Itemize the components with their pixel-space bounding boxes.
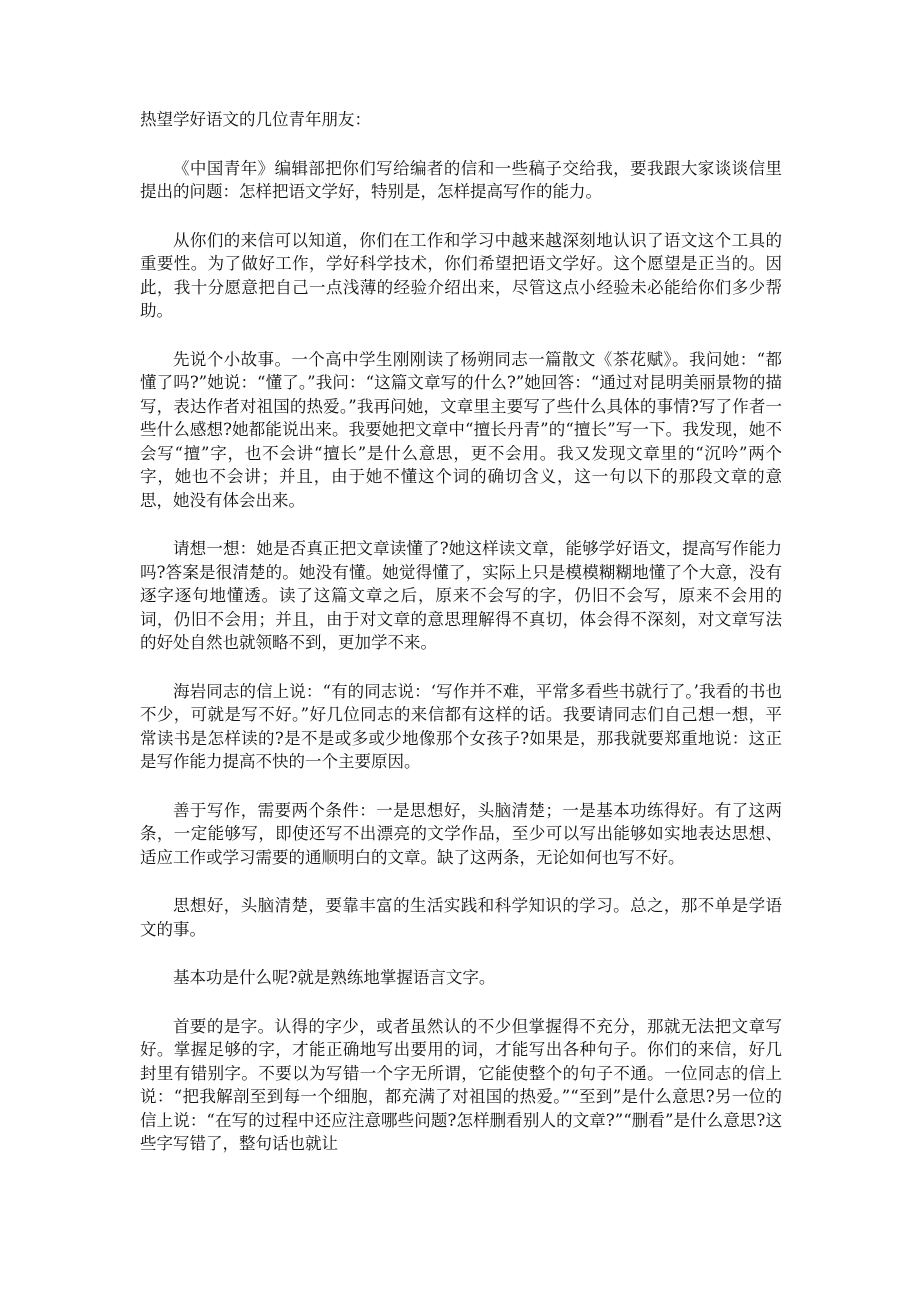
paragraph-5: 海岩同志的信上说：“有的同志说：‘写作并不难，平常多看些书就行了。’我看的书也不少，可就是写不好。”好几位同志的来信都有这样的话。我要请同志们自己想一想，平常读书是怎样读的?是不是或多或少地像那个女孩子?如果是，那我就要郑重地说：这正是写作能力提高不快的一个主要原因。 <box>140 681 782 771</box>
paragraph-4: 请想一想：她是否真正把文章读懂了?她这样读文章，能够学好语文，提高写作能力吗?答案是很清楚的。她没有懂。她觉得懂了，实际上只是模模糊糊地懂了个大意，没有逐字逐句地懂透。读了这篇文章之后，原来不会写的字，仍旧不会写，原来不会用的词，仍旧不会用；并且，由于对文章的意思理解得不真切，体会得不深刻，对文章写法的好处自然也就领略不到，更加学不来。 <box>140 539 782 652</box>
paragraph-2: 从你们的来信可以知道，你们在工作和学习中越来越深刻地认识了语文这个工具的重要性。为了做好工作，学好科学技术，你们希望把语文学好。这个愿望是正当的。因此，我十分愿意把自己一点浅薄的经验介绍出来，尽管这点小经验未必能给你们多少帮助。 <box>140 230 782 320</box>
paragraph-7: 思想好，头脑清楚，要靠丰富的生活实践和科学知识的学习。总之，那不单是学语文的事。 <box>140 896 782 939</box>
paragraph-6: 善于写作，需要两个条件：一是思想好，头脑清楚；一是基本功练得好。有了这两条，一定能够写，即使还写不出漂亮的文学作品，至少可以写出能够如实地表达思想、适应工作或学习需要的通顺明白的文章。缺了这两条，无论如何也写不好。 <box>140 800 782 867</box>
paragraph-3: 先说个小故事。一个高中学生刚刚读了杨朔同志一篇散文《茶花赋》。我问她：“都懂了吗?”她说：“懂了。”我问：“这篇文章写的什么?”她回答：“通过对昆明美丽景物的描写，表达作者对祖国的热爱。”我再问她，文章里主要写了些什么具体的事情?写了作者一些什么感想?她都能说出来。我要她把文章中“擅长丹青”的“擅长”写一下。我发现，她不会写“擅”字，也不会讲“擅长”是什么意思，更不会用。我又发现文章里的“沉吟”两个字，她也不会讲；并且，由于她不懂这个词的确切含义，这一句以下的那段文章的意思，她没有体会出来。 <box>140 349 782 510</box>
letter-body <box>140 108 782 1156</box>
paragraph-9: 首要的是字。认得的字少，或者虽然认的不少但掌握得不充分，那就无法把文章写好。掌握足够的字，才能正确地写出要用的词，才能写出各种句子。你们的来信，好几封里有错别字。不要以为写错一个字无所谓，它能使整个的句子不通。一位同志的信上说：“把我解剖至到每一个细胞，都充满了对祖国的热爱。”“至到”是什么意思?另一位的信上说：“在写的过程中还应注意哪些问题?怎样删看别人的文章?”“删看”是什么意思?这些字写错了，整句话也就让 <box>140 1016 782 1153</box>
salutation: 热望学好语文的几位青年朋友： <box>140 110 371 129</box>
paragraph-1: 《中国青年》编辑部把你们写给编者的信和一些稿子交给我，要我跟大家谈谈信里提出的问题：怎样把语文学好，特别是，怎样提高写作的能力。 <box>140 158 782 201</box>
paragraph-8: 基本功是什么呢?就是熟练地掌握语言文字。 <box>173 968 496 987</box>
